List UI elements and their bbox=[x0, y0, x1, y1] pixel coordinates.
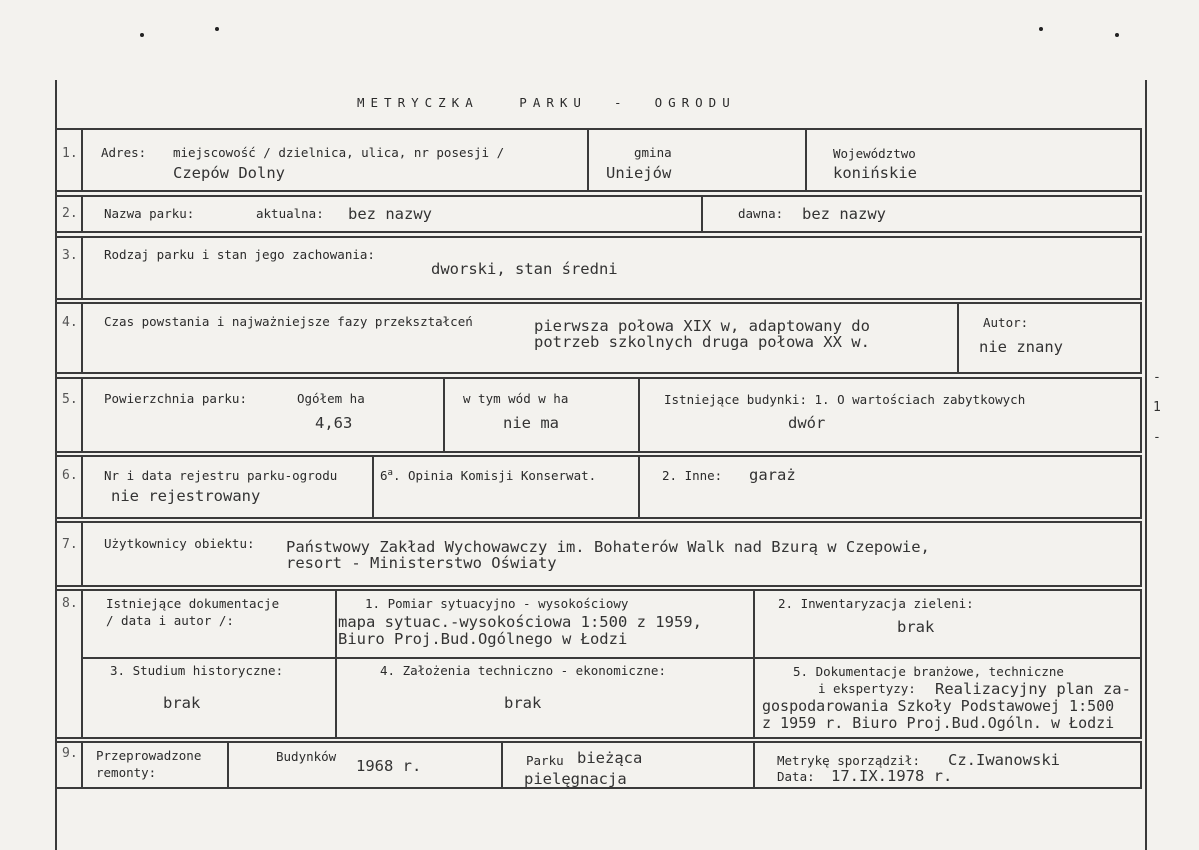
water-area-label: w tym wód w ha bbox=[463, 391, 569, 406]
author-value: nie znany bbox=[979, 338, 1063, 356]
history-phases-value-line2: potrzeb szkolnych druga połowa XX w. bbox=[534, 333, 870, 351]
opinion-superscript: a bbox=[387, 468, 393, 478]
address-sublabel: miejscowość / dzielnica, ulica, nr posesji / bbox=[173, 145, 505, 160]
other-buildings-cell bbox=[638, 455, 1142, 519]
historical-study-value: brak bbox=[163, 694, 201, 712]
users-value-line1: Państwowy Zakład Wychowawczy im. Bohaterów Walk nad Bzurą w Czepowie, bbox=[286, 538, 930, 556]
users-value-line2: resort - Ministerstwo Oświaty bbox=[286, 554, 557, 572]
row-number: 2. bbox=[62, 206, 78, 221]
buildings-historic-label: Istniejące budynki: 1. O wartościach zabytkowych bbox=[664, 392, 1026, 407]
branch-docs-label-line2: i ekspertyzy: bbox=[818, 681, 916, 696]
survey-value-line1: mapa sytuac.-wysokościowa 1:500 z 1959, bbox=[338, 613, 702, 631]
branch-docs-label-line1: 5. Dokumentacje branżowe, techniczne bbox=[793, 664, 1064, 679]
page-mark: - bbox=[1153, 430, 1161, 445]
row-7-number-cell bbox=[55, 521, 83, 587]
row-5-number-cell bbox=[55, 377, 83, 453]
gmina-label: gmina bbox=[634, 145, 672, 160]
author-label: Autor: bbox=[983, 315, 1029, 330]
page-number: 1 bbox=[1153, 400, 1161, 415]
buildings-historic-value: dwór bbox=[788, 414, 826, 432]
address-value: Czepów Dolny bbox=[173, 164, 285, 182]
page-title: METRYCZKA PARKU - OGRODU bbox=[357, 95, 736, 110]
tech-eco-value: brak bbox=[504, 694, 542, 712]
users-label: Użytkownicy obiektu: bbox=[104, 536, 255, 551]
opinion-number: 6 bbox=[380, 468, 388, 484]
repairs-buildings-value: 1968 r. bbox=[356, 757, 422, 775]
other-buildings-value: garaż bbox=[749, 466, 796, 484]
former-name-value: bez nazwy bbox=[802, 205, 886, 223]
row-number: 3. bbox=[62, 248, 78, 263]
prepared-by-value: Cz.Iwanowski bbox=[948, 751, 1060, 769]
voivodeship-label: Województwo bbox=[833, 146, 916, 161]
conservation-opinion-label bbox=[380, 468, 596, 483]
repairs-label-line2: remonty: bbox=[96, 765, 157, 780]
repairs-buildings-label: Budynków bbox=[276, 749, 337, 764]
total-area-label: Ogółem ha bbox=[297, 391, 365, 406]
row-number: 1. bbox=[62, 146, 78, 161]
existing-docs-label-line2: / data i autor /: bbox=[106, 613, 234, 628]
park-type-value: dworski, stan średni bbox=[431, 260, 618, 278]
voivodeship-value: konińskie bbox=[833, 164, 917, 182]
former-name-label: dawna: bbox=[738, 206, 784, 221]
registry-label: Nr i data rejestru parku-ogrodu bbox=[104, 468, 338, 483]
date-value: 17.IX.1978 r. bbox=[831, 767, 953, 785]
gmina-value: Uniejów bbox=[606, 164, 672, 182]
tech-eco-label: 4. Założenia techniczno - ekonomiczne: bbox=[380, 663, 666, 678]
park-type-label: Rodzaj parku i stan jego zachowania: bbox=[104, 247, 375, 262]
row-4-number-cell bbox=[55, 302, 83, 374]
address-label: Adres: bbox=[101, 145, 147, 160]
total-area-value: 4,63 bbox=[315, 414, 353, 432]
row-number: 5. bbox=[62, 392, 78, 407]
repairs-park-value-line2: pielęgnacja bbox=[524, 770, 627, 788]
branch-docs-value-line1: Realizacyjny plan za- bbox=[935, 680, 1131, 698]
repairs-label-line1: Przeprowadzone bbox=[96, 748, 202, 763]
prepared-by-label: Metrykę sporządził: bbox=[777, 753, 920, 768]
other-buildings-label: 2. Inne: bbox=[662, 468, 723, 483]
current-name-value: bez nazwy bbox=[348, 205, 432, 223]
corner-dot bbox=[140, 33, 144, 37]
address-cell bbox=[81, 128, 589, 192]
current-name-label: aktualna: bbox=[256, 206, 324, 221]
branch-docs-value-line3: z 1959 r. Biuro Proj.Bud.Ogóln. w Łodzi bbox=[762, 714, 1115, 732]
row-number: 4. bbox=[62, 315, 78, 330]
date-label: Data: bbox=[777, 769, 815, 784]
page-mark: - bbox=[1153, 370, 1161, 385]
row-6-number-cell bbox=[55, 455, 83, 519]
water-area-value: nie ma bbox=[503, 414, 559, 432]
gmina-cell bbox=[587, 128, 807, 192]
conservation-opinion-cell bbox=[372, 455, 640, 519]
registry-value: nie rejestrowany bbox=[111, 487, 261, 505]
history-phases-label: Czas powstania i najważniejsze fazy przekształceń bbox=[104, 314, 473, 329]
area-cell bbox=[81, 377, 445, 453]
corner-dot bbox=[215, 27, 219, 31]
greenery-inventory-label: 2. Inwentaryzacja zieleni: bbox=[778, 596, 974, 611]
row-3-number-cell bbox=[55, 236, 83, 300]
greenery-inventory-value: brak bbox=[897, 618, 935, 636]
buildings-historic-cell bbox=[638, 377, 1142, 453]
park-name-label: Nazwa parku: bbox=[104, 206, 195, 221]
opinion-text: . Opinia Komisji Konserwat. bbox=[392, 468, 597, 484]
survey-value-line2: Biuro Proj.Bud.Ogólnego w Łodzi bbox=[338, 630, 628, 648]
row-number: 6. bbox=[62, 468, 78, 483]
repairs-park-label: Parku bbox=[526, 753, 564, 768]
row-number: 8. bbox=[62, 596, 78, 611]
existing-docs-label-line1: Istniejące dokumentacje bbox=[106, 596, 280, 611]
row-8-number-cell bbox=[55, 589, 83, 739]
survey-label: 1. Pomiar sytuacyjno - wysokościowy bbox=[365, 596, 629, 611]
corner-dot bbox=[1115, 33, 1119, 37]
repairs-park-value-line1: bieżąca bbox=[577, 749, 643, 767]
area-label: Powierzchnia parku: bbox=[104, 391, 247, 406]
row-number: 7. bbox=[62, 537, 78, 552]
row-number: 9. bbox=[62, 746, 78, 761]
historical-study-label: 3. Studium historyczne: bbox=[110, 663, 284, 678]
branch-docs-value-line2: gospodarowania Szkoły Podstawowej 1:500 bbox=[762, 697, 1115, 715]
corner-dot bbox=[1039, 27, 1043, 31]
history-phases-value-line1: pierwsza połowa XIX w, adaptowany do bbox=[534, 317, 870, 335]
